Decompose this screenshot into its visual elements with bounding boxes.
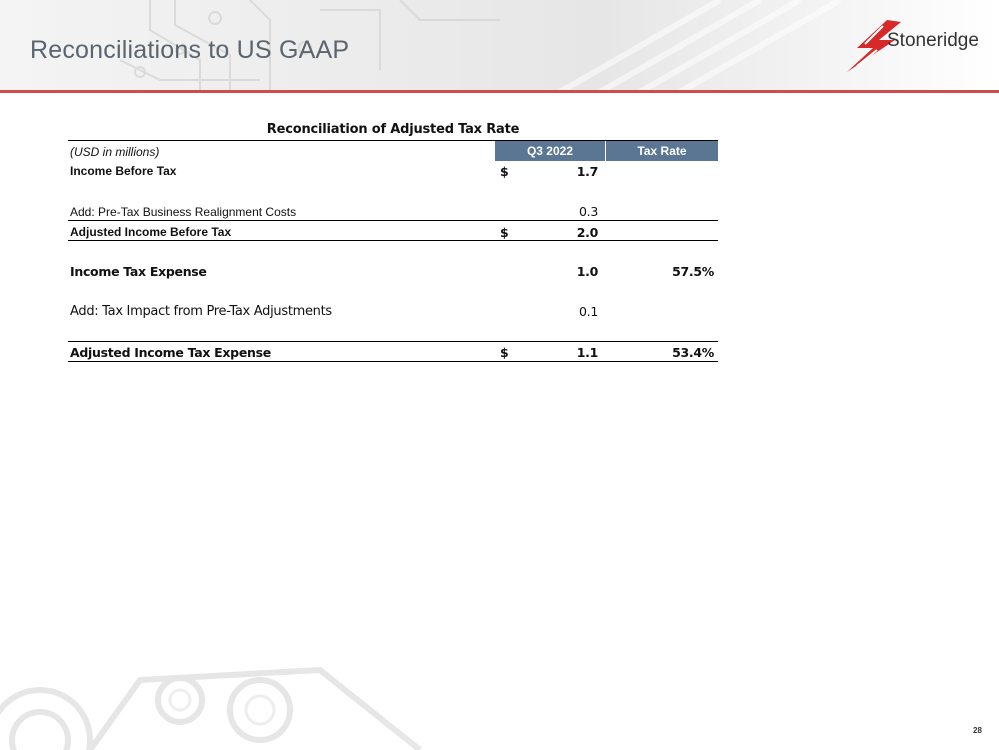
page-number: 28 [973, 726, 982, 735]
row-income-before-tax-value: 1.7 [576, 164, 598, 179]
table-bottom-rule [68, 361, 718, 362]
row-divider [68, 240, 718, 241]
row-divider [68, 220, 718, 221]
column-header-q3-2022: Q3 2022 [495, 141, 605, 161]
row-income-tax-expense-value: 1.0 [576, 264, 598, 279]
logo-wordmark: Stoneridge [887, 30, 979, 51]
footer-engine-decoration [0, 640, 600, 750]
row-adjusted-income-tax-expense-label: Adjusted Income Tax Expense [70, 345, 271, 360]
row-income-tax-expense-rate: 57.5% [672, 264, 714, 279]
row-income-tax-expense-label: Income Tax Expense [70, 264, 207, 279]
row-divider [68, 341, 718, 342]
row-tax-impact-value: 0.1 [579, 304, 598, 319]
row-adjusted-income-tax-expense-value: 1.1 [576, 345, 598, 360]
row-adjusted-income-before-tax-value: 2.0 [576, 225, 598, 240]
row-adjusted-income-tax-expense-rate: 53.4% [672, 345, 714, 360]
units-label: (USD in millions) [70, 145, 160, 159]
row-adjusted-income-tax-expense-currency: $ [500, 345, 509, 360]
row-realignment-costs-label: Add: Pre-Tax Business Realignment Costs [70, 205, 297, 219]
row-income-before-tax-currency: $ [500, 164, 509, 179]
row-tax-impact-label: Add: Tax Impact from Pre-Tax Adjustments [70, 304, 332, 319]
column-header-tax-rate: Tax Rate [606, 141, 718, 161]
row-adjusted-income-before-tax-currency: $ [500, 225, 509, 240]
row-income-before-tax-label: Income Before Tax [70, 164, 177, 178]
row-realignment-costs-value: 0.3 [579, 204, 598, 219]
header-divider [0, 90, 999, 93]
page-title: Reconciliations to US GAAP [30, 36, 350, 64]
table-title: Reconciliation of Adjusted Tax Rate [266, 122, 520, 137]
row-adjusted-income-before-tax-label: Adjusted Income Before Tax [70, 225, 232, 239]
